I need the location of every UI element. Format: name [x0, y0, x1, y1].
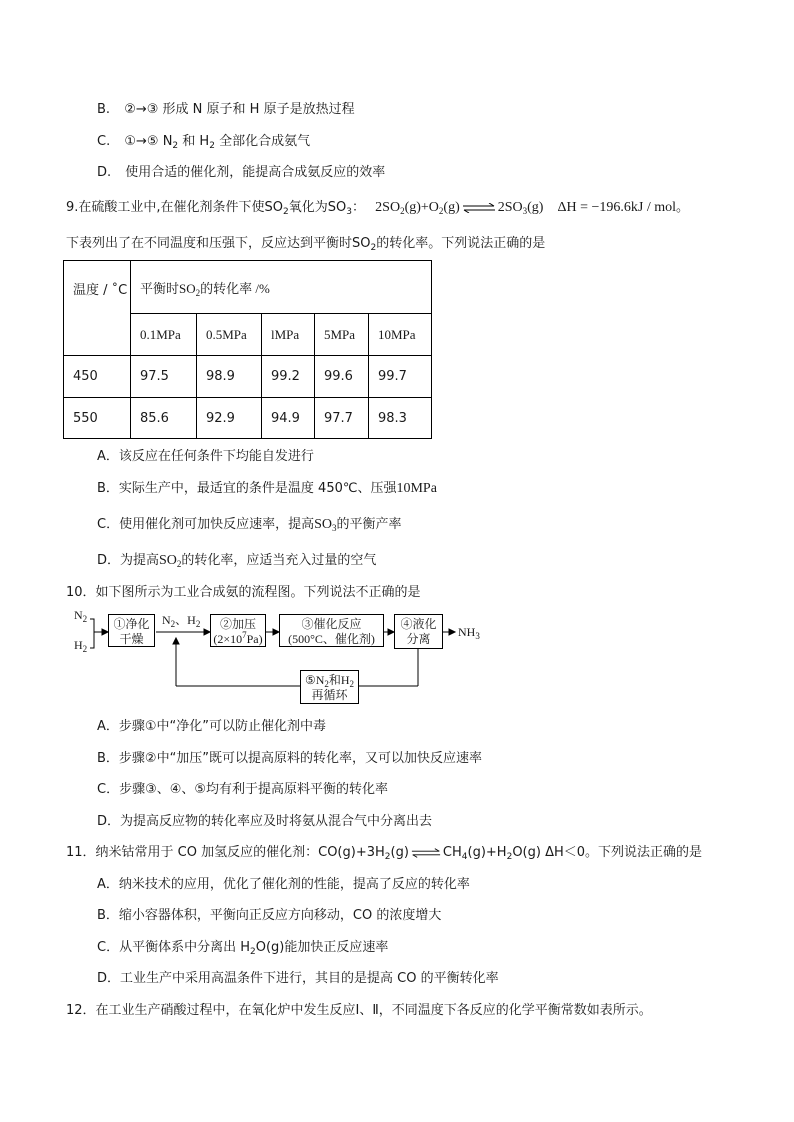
- subscript: 2: [349, 679, 355, 689]
- text-part: 全部化合成氨气: [214, 134, 311, 149]
- option-text: ②→③ 形成 N 原子和 H 原子是放热过程: [124, 102, 355, 117]
- eq-part: (g)+O: [404, 200, 439, 215]
- text-part: 。: [676, 200, 690, 215]
- table-cell: 99.6: [315, 356, 369, 398]
- q10-option-a: A．步骤①中“净化”可以防止催化剂中毒: [97, 719, 327, 734]
- eq-part: 2SO: [375, 200, 401, 215]
- text-part: Pa): [246, 632, 263, 646]
- header-pressure: lMPa: [262, 314, 315, 356]
- subscript: 2: [172, 141, 179, 151]
- text-part: ⑤N: [304, 673, 325, 687]
- table-cell: 85.6: [131, 398, 197, 439]
- text-part: C．使用催化剂可加快反应速率，提高: [97, 517, 315, 532]
- subscript: 3: [475, 631, 480, 641]
- box-line: [301, 673, 358, 688]
- subscript: 4: [461, 852, 468, 862]
- equilibrium-arrow-icon: [411, 848, 441, 858]
- option-text: 使用合适的催化剂，能提高合成氨反应的效率: [125, 165, 386, 180]
- q12-stem: 12．在工业生产硝酸过程中，在氧化炉中发生反应Ⅰ、Ⅱ，不同温度下各反应的化学平衡常数如表所示。: [66, 1003, 652, 1018]
- text-part: 的转化率。下列说法正确的是: [376, 236, 546, 251]
- eq-part: (g): [527, 200, 544, 215]
- table-cell: 98.3: [369, 398, 432, 439]
- step1-purify-dry-box: [108, 614, 155, 647]
- table-cell: 97.5: [131, 356, 197, 398]
- option-letter: D.: [97, 165, 112, 180]
- option-letter: C.: [97, 134, 111, 149]
- header-pressure: 0.5MPa: [197, 314, 262, 356]
- subscript: 3: [346, 207, 352, 217]
- eq-part: 2SO: [497, 200, 523, 215]
- text-part: (g)+H: [467, 845, 507, 860]
- text-part: NH: [458, 625, 476, 639]
- text-part: 10MPa: [396, 481, 437, 496]
- q10-option-c: C．步骤③、④、⑤均有利于提高原料平衡的转化率: [97, 782, 389, 797]
- subscript: 2: [384, 852, 391, 862]
- text-part: (2×10: [213, 632, 243, 646]
- formula: $SO_2$: [159, 553, 182, 569]
- text-part: 11．纳米钴常用于 CO 加氢反应的催化剂：CO(g)+3H: [66, 845, 385, 860]
- box-line: ①净化: [113, 617, 150, 631]
- text-part: CH: [442, 845, 462, 860]
- text-part: O(g)能加快正反应速率: [255, 940, 389, 955]
- q11-stem: [66, 844, 702, 862]
- table-cell: 99.2: [262, 356, 315, 398]
- subscript: 2: [370, 243, 377, 253]
- text-part: 9.在硫酸工业中,在催化剂条件下使SO: [66, 200, 284, 215]
- text-part: N: [162, 613, 171, 627]
- subscript: 2: [506, 852, 513, 862]
- q11-option-c: [97, 939, 388, 957]
- text-part: 、H: [175, 613, 196, 627]
- header-pressure: 0.1MPa: [131, 314, 197, 356]
- text-part: 氧化为SO: [288, 200, 347, 215]
- input-n2: [74, 608, 87, 622]
- subscript: 2: [324, 679, 329, 689]
- q11-option-a: A．纳米技术的应用，优化了催化剂的性能，提高了反应的转化率: [97, 877, 470, 892]
- table-cell: 99.7: [369, 356, 432, 398]
- option-letter: B.: [97, 102, 111, 117]
- text-part: B．实际生产中，最适宜的条件是温度 450℃、压强: [97, 481, 397, 496]
- subscript: 2: [209, 141, 215, 151]
- subscript: 2: [400, 206, 405, 216]
- table-cell: 97.7: [315, 398, 369, 439]
- box-line: 分离: [406, 632, 431, 646]
- subscript: 2: [176, 559, 182, 569]
- formula: $SO_3$: [314, 517, 337, 533]
- subscript: 2: [82, 644, 88, 654]
- text-part: 的转化率 /%: [200, 280, 270, 296]
- q11-option-d: D．工业生产中采用高温条件下进行，其目的是提高 CO 的平衡转化率: [97, 971, 499, 986]
- input-h2: [74, 638, 87, 652]
- text-part: C．从平衡体系中分离出 H: [97, 940, 250, 955]
- text-part: ①→⑤ N: [124, 134, 173, 149]
- box-line: ②加压: [219, 617, 256, 631]
- q10-option-d: D．为提高反应物的转化率应及时将氨从混合气中分离出去: [97, 814, 433, 829]
- box-line: 干燥: [119, 632, 144, 646]
- text-part: D．为提高: [97, 553, 160, 568]
- text-part: 的转化率，应适当充入过量的空气: [181, 553, 377, 568]
- subscript: 2: [250, 947, 256, 957]
- text-part: ：: [352, 200, 366, 215]
- row-temperature: 450: [64, 356, 131, 398]
- subscript: 2: [195, 287, 201, 298]
- mid-label-n2-h2: [162, 613, 200, 627]
- header-pressure: 10MPa: [369, 314, 432, 356]
- enthalpy-change: ΔH = −196.6kJ / mol: [557, 200, 676, 215]
- step5-recycle-box: [300, 670, 359, 704]
- subscript: 2: [438, 206, 444, 216]
- subscript: 3: [522, 206, 528, 216]
- box-line: ④液化: [400, 617, 437, 631]
- subscript: 2: [82, 614, 88, 624]
- step3-catalytic-reaction-box: [279, 614, 384, 647]
- text-part: H: [74, 638, 83, 652]
- subscript: 2: [283, 207, 289, 217]
- q10-option-b: B．步骤②中“加压”既可以提高原料的转化率，又可以加快反应速率: [97, 751, 483, 766]
- box-line: [211, 632, 265, 647]
- output-nh3: [458, 625, 480, 639]
- box-line: 再循环: [311, 688, 348, 702]
- text-part: 和 H: [178, 134, 210, 149]
- subscript: 2: [170, 619, 176, 629]
- box-line: (500°C、催化剂): [288, 632, 375, 646]
- table-cell: 98.9: [197, 356, 262, 398]
- text-part: 的平衡产率: [336, 517, 402, 532]
- row-temperature: 550: [64, 398, 131, 439]
- text-part: N: [74, 608, 83, 622]
- text-part: 和H: [328, 673, 350, 687]
- text-part: O(g) ΔH＜0。下列说法正确的是: [512, 845, 703, 860]
- superscript: 7: [242, 630, 247, 640]
- text-part: (g): [390, 845, 409, 860]
- table-cell: 94.9: [262, 398, 315, 439]
- header-temperature: 温度 / ˚C: [64, 261, 131, 356]
- text-part: 平衡时SO: [140, 280, 196, 296]
- q11-option-b: B．缩小容器体积，平衡向正反应方向移动，CO 的浓度增大: [97, 908, 442, 923]
- step4-liquefy-separate-box: [394, 614, 443, 649]
- text-part: 下表列出了在不同温度和压强下，反应达到平衡时SO: [66, 236, 371, 251]
- subscript: 2: [195, 619, 201, 629]
- q10-stem: 10．如下图所示为工业合成氨的流程图。下列说法不正确的是: [66, 585, 421, 600]
- q9-option-a: A．该反应在任何条件下均能自发进行: [97, 449, 314, 464]
- table-cell: 92.9: [197, 398, 262, 439]
- subscript: 3: [331, 523, 337, 533]
- box-line: ③催化反应: [301, 617, 362, 631]
- step2-compress-box: [210, 614, 266, 647]
- eq-part: (g): [443, 200, 460, 215]
- header-pressure: 5MPa: [315, 314, 369, 356]
